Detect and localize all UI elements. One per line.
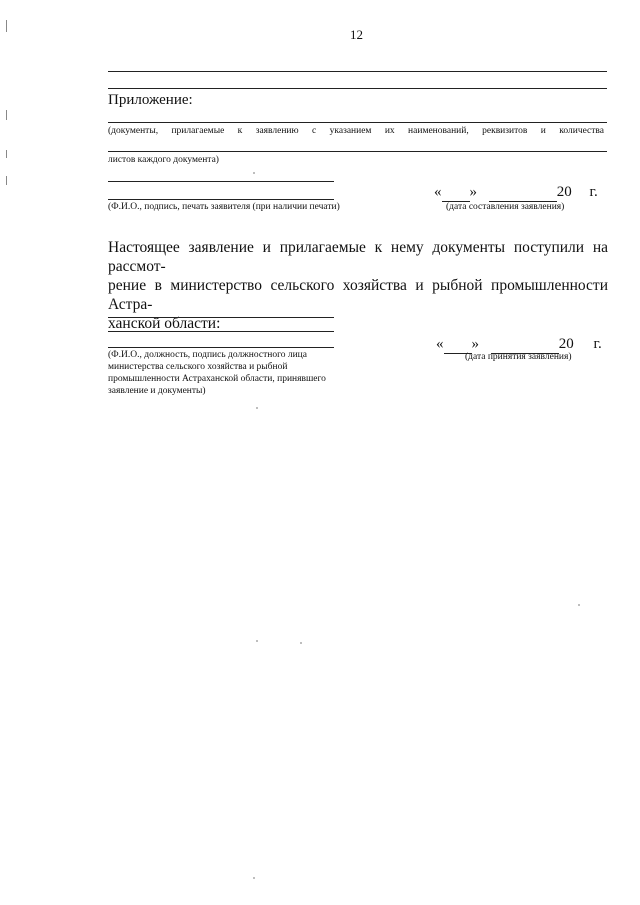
scan-edge-mark [6, 150, 7, 158]
year-prefix: 20 [556, 184, 572, 200]
applicant-signature-line-2 [108, 199, 334, 200]
date-open-quote: « [436, 336, 444, 352]
official-signature-line-3 [108, 347, 334, 348]
scan-edge-mark [6, 176, 7, 185]
scan-edge-mark [6, 20, 7, 32]
date-close-quote: » [471, 336, 479, 352]
scan-edge-mark [6, 110, 7, 120]
header-rule-1 [108, 71, 607, 72]
year-prefix: 20 [558, 336, 574, 352]
year-suffix: г. [589, 184, 598, 200]
scan-speck [253, 172, 255, 174]
month-blank [489, 184, 557, 202]
appendix-line [108, 122, 607, 123]
scan-speck [578, 604, 580, 606]
scan-speck [253, 877, 255, 879]
official-date-caption: (дата принятия заявления) [465, 352, 572, 362]
scan-speck [256, 407, 258, 409]
statement-line1: Настоящее заявление и прилагаемые к нему документы поступили на рассмот- [108, 239, 608, 275]
applicant-date-caption: (дата составления заявления) [446, 202, 565, 212]
applicant-signature-caption: (Ф.И.О., подпись, печать заявителя (при наличии печати) [108, 202, 340, 212]
appendix-label: Приложение: [108, 92, 193, 108]
applicant-date [434, 184, 598, 202]
scan-speck [300, 642, 302, 644]
date-close-quote: » [469, 184, 477, 200]
day-blank [442, 184, 470, 202]
date-open-quote: « [434, 184, 442, 200]
scan-speck [256, 640, 258, 642]
statement-line2: рение в министерство сельского хозяйства и рыбной промышленности Астра- [108, 277, 608, 313]
official-signature-line-1 [108, 317, 334, 318]
receipt-statement [108, 238, 608, 333]
header-rule-2 [108, 88, 607, 89]
official-signature-line-2 [108, 331, 334, 332]
year-suffix: г. [593, 336, 602, 352]
appendix-note-line2: листов каждого документа) [108, 155, 219, 165]
page-number: 12 [350, 27, 363, 42]
appendix-line-2 [108, 151, 607, 152]
appendix-note-line1: (документы, прилагаемые к заявлению с указанием их наименований, реквизитов и количества [108, 126, 604, 136]
applicant-signature-line-1 [108, 181, 334, 182]
statement-line3: ханской области: [108, 315, 221, 332]
official-signature-caption: (Ф.И.О., должность, подпись должностного лица министерства сельского хозяйства и рыбной промышленности Астраханской области, принявшего заявление и документы) [108, 350, 326, 396]
